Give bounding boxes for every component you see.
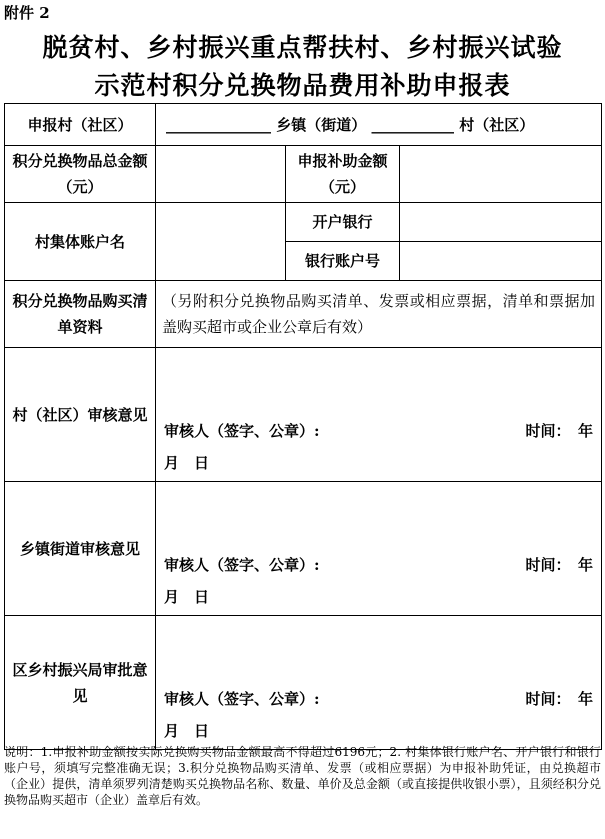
review-label: 区乡村振兴局审批意见 <box>5 616 156 750</box>
village-blank[interactable]: ___________ <box>371 116 454 134</box>
review-label: 乡镇街道审核意见 <box>5 482 156 616</box>
account-name-label: 村集体账户名 <box>5 203 156 281</box>
district-approval-field[interactable] <box>156 616 602 750</box>
row-village-review <box>5 348 602 482</box>
subsidy-amount-label: 申报补助金额（元） <box>286 146 400 203</box>
date-label: 月 日 <box>164 453 210 472</box>
row-amounts <box>5 146 602 203</box>
applicant-village-field[interactable] <box>156 104 602 146</box>
applicant-village-label: 申报村（社区） <box>5 104 156 146</box>
village-review-field[interactable] <box>156 348 602 482</box>
village-label: 村（社区） <box>459 116 535 134</box>
signer-label: 审核人（签字、公章）: <box>164 689 320 708</box>
bank-account-number-field[interactable] <box>400 242 602 281</box>
town-review-field[interactable] <box>156 482 602 616</box>
purchase-list-label: 积分兑换物品购买清单资料 <box>5 281 156 348</box>
row-town-review <box>5 482 602 616</box>
row-purchase-list <box>5 281 602 348</box>
date-label: 月 日 <box>164 721 210 740</box>
row-account-bank <box>5 203 602 242</box>
bank-label: 开户银行 <box>286 203 400 242</box>
time-label: 时间： 年 <box>525 555 594 574</box>
town-label: 乡镇（街道） <box>276 116 367 134</box>
form-title-line-1: 脱贫村、乡村振兴重点帮扶村、乡村振兴试验 <box>42 33 563 62</box>
signer-label: 审核人（签字、公章）: <box>164 555 320 574</box>
bank-field[interactable] <box>400 203 602 242</box>
form-notes: 说明：1.申报补助金额按实际兑换购买物品金额最高不得超过6196元；2. 村集体银行账户名、开户银行和银行账户号，须填写完整准确无误；3.积分兑换物品购买清单、发票（或相应票据）为申报补助凭证，由兑换超市（企业）提供，清单须罗列清楚购买兑换物品名称、数量、单价及总金额（或直接提供收银小票），且须经积分兑换物品购买超市（企业）盖章后有效。 <box>4 745 601 807</box>
attachment-label: 附件 2 <box>4 4 50 22</box>
town-blank[interactable]: ______________ <box>166 116 271 134</box>
review-label: 村（社区）审核意见 <box>5 348 156 482</box>
account-name-field[interactable] <box>156 203 286 281</box>
date-label: 月 日 <box>164 587 210 606</box>
subsidy-amount-field[interactable] <box>400 146 602 203</box>
signer-label: 审核人（签字、公章）: <box>164 421 320 440</box>
row-applicant-village <box>5 104 602 146</box>
form-title-line-2: 示范村积分兑换物品费用补助申报表 <box>94 71 511 100</box>
bank-account-number-label: 银行账户号 <box>286 242 400 281</box>
purchase-list-note: （另附积分兑换物品购买清单、发票或相应票据，清单和票据加盖购买超市或企业公章后有效） <box>156 281 602 348</box>
time-label: 时间： 年 <box>525 421 594 440</box>
row-district-approval <box>5 616 602 750</box>
time-label: 时间： 年 <box>525 689 594 708</box>
total-amount-label: 积分兑换物品总金额（元） <box>5 146 156 203</box>
total-amount-field[interactable] <box>156 146 286 203</box>
application-form-table <box>4 103 602 750</box>
